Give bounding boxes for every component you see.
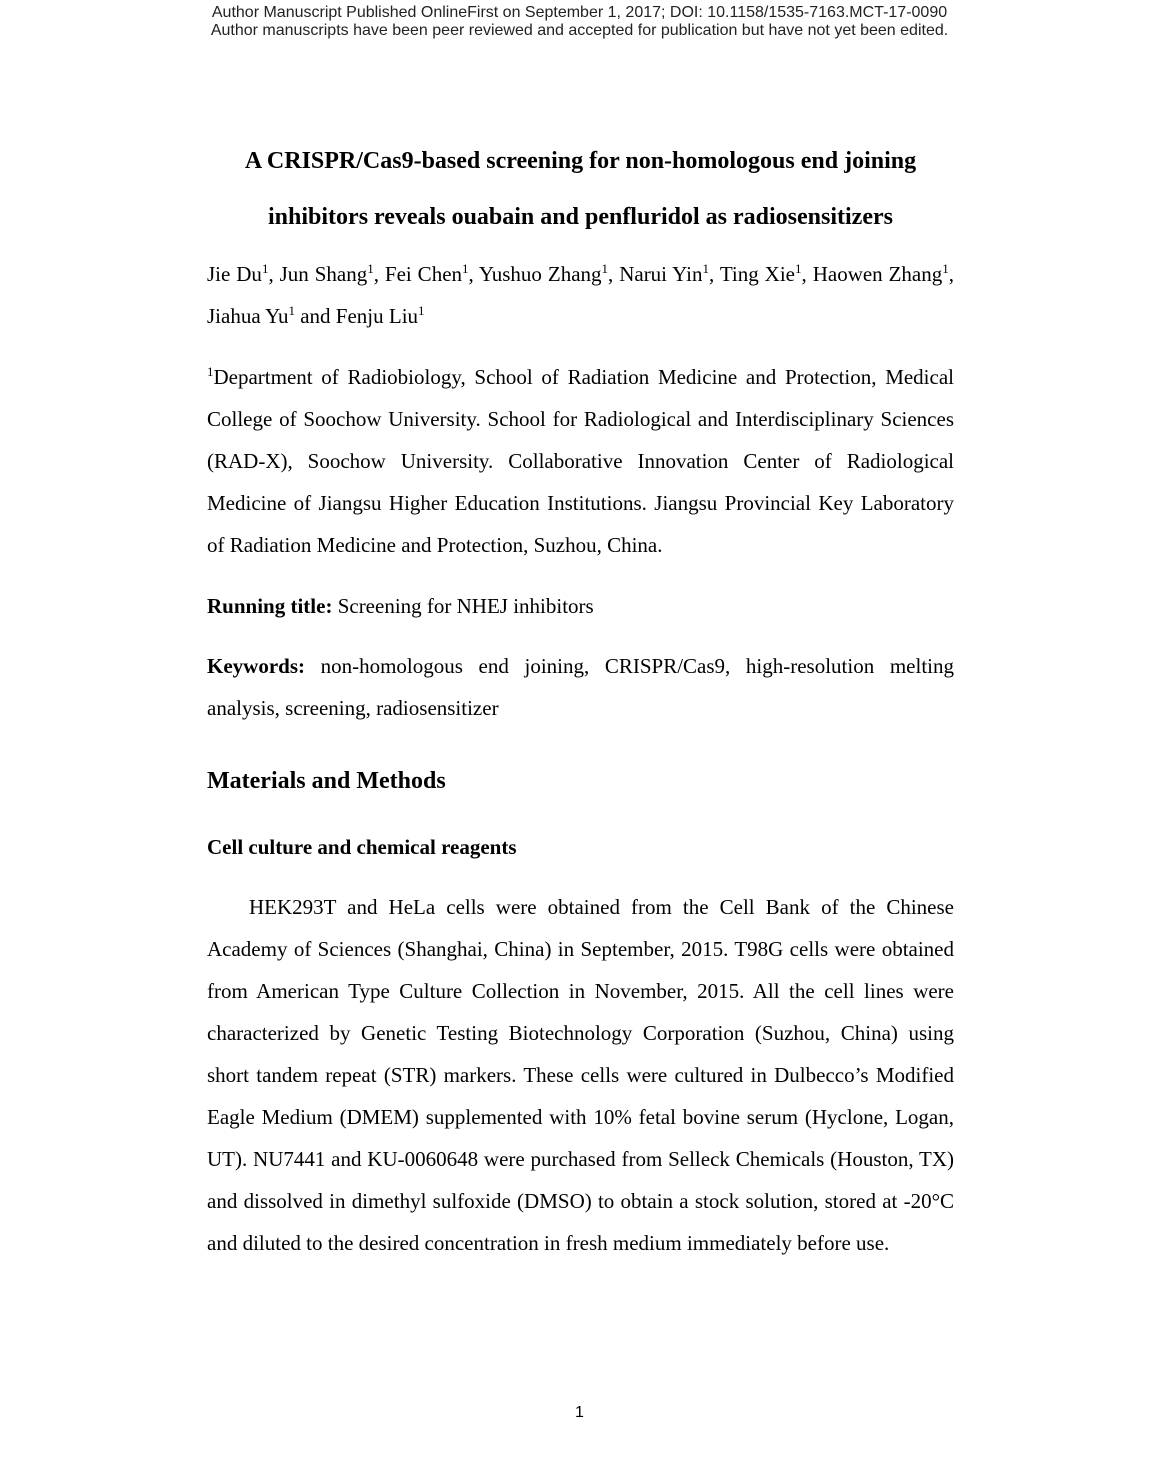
author-name: Jie Du	[207, 262, 262, 286]
author-affiliation-marker: 1	[367, 261, 374, 276]
paper-title: A CRISPR/Cas9-based screening for non-homologous end joining inhibitors reveals ouabain and penfluridol as radiosensitizers	[244, 148, 917, 230]
author-affiliation-marker: 1	[462, 261, 469, 276]
body-paragraph: HEK293T and HeLa cells were obtained from the Cell Bank of the Chinese Academy of Sciences (Shanghai, China) in September, 2015. T98G cells were obtained from American Type Culture Collection in November, 2015. All the cell lines were characterized by Genetic Testing Biotechnology Corporation (Suzhou, China) using short tandem repeat (STR) markers. These cells were cultured in Dulbecco’s Modified Eagle Medium (DMEM) supplemented with 10% fetal bovine serum (Hyclone, Logan, UT). NU7441 and KU-0060648 were purchased from Selleck Chemicals (Houston, TX) and dissolved in dimethyl sulfoxide (DMSO) to obtain a stock solution, stored at -20°C and diluted to the desired concentration in fresh medium immediately before use.	[207, 895, 954, 1255]
header-line-2: Author manuscripts have been peer reviewed and accepted for publication but have not yet been edited.	[210, 22, 949, 39]
running-title	[207, 585, 954, 627]
keywords-text: non-homologous end joining, CRISPR/Cas9, high-resolution melting analysis, screening, radiosensitizer	[207, 654, 954, 720]
author-name: Ting Xie	[719, 262, 796, 286]
author-name: Fei Chen	[384, 262, 463, 286]
running-title-label: Running title:	[207, 594, 333, 618]
author-affiliation-marker: 1	[601, 261, 609, 276]
keywords-label: Keywords:	[207, 654, 305, 678]
author-affiliation-marker: 1	[795, 261, 802, 276]
author-affiliation-marker: 1	[942, 261, 949, 276]
author-name: Haowen Zhang	[812, 262, 943, 286]
page-number: 1	[575, 1404, 584, 1421]
author-affiliation-marker: 1	[288, 303, 295, 318]
author-affiliation-marker: 1	[261, 261, 269, 276]
affiliation-text: Department of Radiobiology, School of Radiation Medicine and Protection, Medical College of Soochow University. School for Radiological and Interdisciplinary Sciences (RAD-X), Soochow University. Collaborative Innovation Center of Radiological Medicine of Jiangsu Higher Education Institutions. Jiangsu Provincial Key Laboratory of Radiation Medicine and Protection, Suzhou, China.	[207, 365, 954, 557]
affiliation	[207, 356, 954, 566]
author-name: Jun Shang	[279, 262, 368, 286]
author-name: Narui Yin	[619, 262, 703, 286]
section-heading: Materials and Methods	[207, 768, 446, 794]
subsection-heading: Cell culture and chemical reagents	[207, 835, 517, 859]
keywords	[207, 645, 954, 729]
author-name: Yushuo Zhang	[478, 262, 602, 286]
header-line-1: Author Manuscript Published OnlineFirst on September 1, 2017; DOI: 10.1158/1535-7163.MCT-17-0090	[211, 4, 948, 21]
author-name: Fenju Liu	[335, 304, 419, 328]
running-title-text: Screening for NHEJ inhibitors	[332, 594, 594, 618]
manuscript-header	[0, 4, 1159, 40]
author-affiliation-marker: 1	[418, 303, 425, 318]
author-affiliation-marker: 1	[702, 261, 710, 276]
affiliation-marker: 1	[207, 364, 214, 379]
author-name: Jiahua Yu	[207, 304, 289, 328]
author-list: Jie Du$^1$, Jun Shang$^1$, Fei Chen$^1$, Yushuo Zhang$^1$, Narui Yin$^1$, Ting Xie$^1$, Haowen Zhang$^1$, Jiahua Yu$^1$ and Fenju Liu$^1$	[207, 261, 955, 328]
